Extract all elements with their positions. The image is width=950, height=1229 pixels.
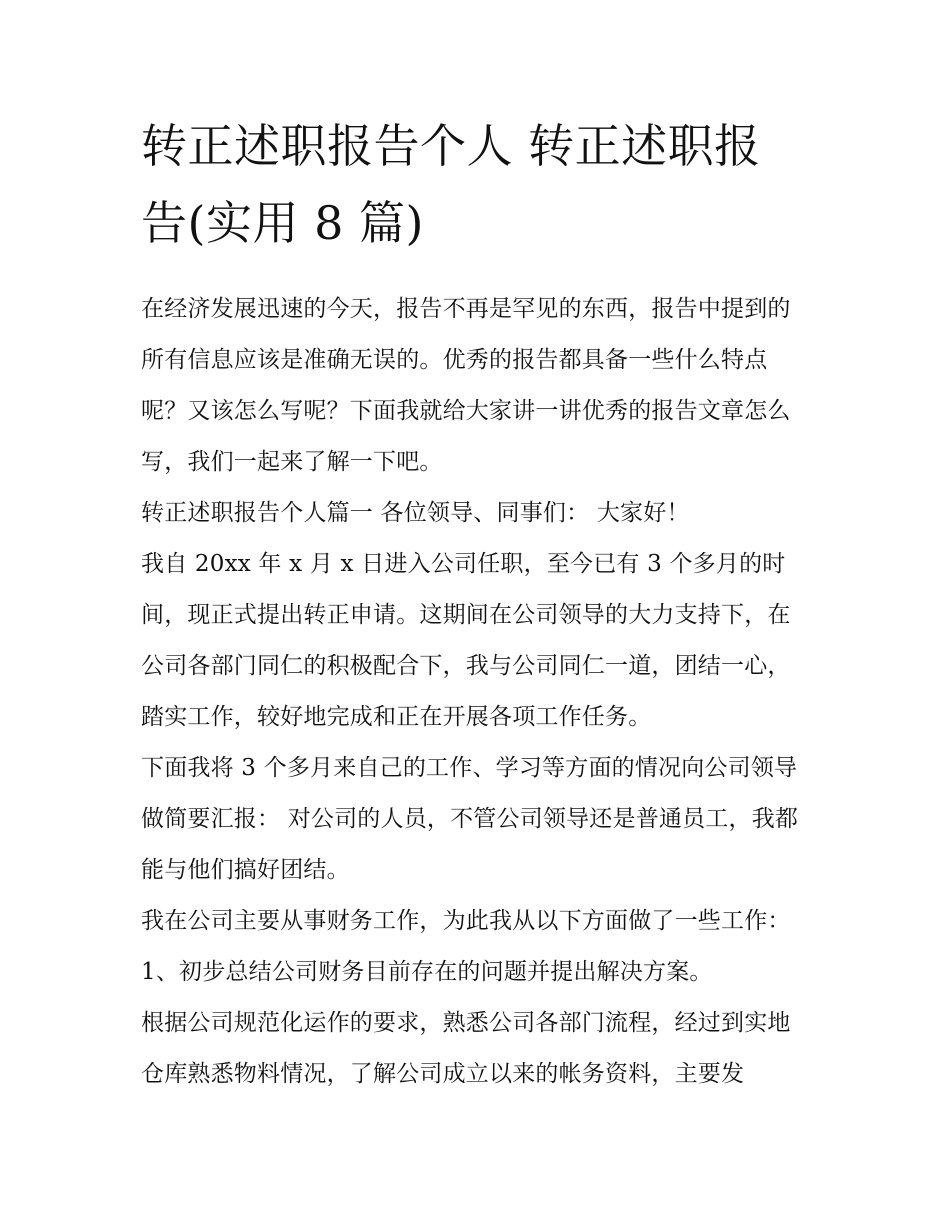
paragraph-summary: 下面我将 3 个多月来自己的工作、学习等方面的情况向公司领导做简要汇报： 对公司的人员，不管公司领导还是普通员工，我都能与他们搞好团结。 xyxy=(141,755,799,883)
paragraph-finance-work: 我在公司主要从事财务工作，为此我从以下方面做了一些工作： 1、初步总结公司财务目前存在的问题并提出解决方案。 xyxy=(141,908,791,985)
paragraph-tenure: 我自 20xx 年 x 月 x 日进入公司任职，至今已有 3 个多月的时间，现正式提出转正申请。这期间在公司领导的大力支持下，在公司各部门同仁的积极配合下，我与公司同仁一道，团结一心，踏实工作，较好地完成和正在开展各项工作任务。 xyxy=(141,551,791,730)
document-title xyxy=(141,108,813,262)
document-page xyxy=(141,108,813,1100)
paragraph-process: 根据公司规范化运作的要求，熟悉公司各部门流程，经过到实地仓库熟悉物料情况，了解公司成立以来的帐务资料，主要发 xyxy=(141,1010,791,1087)
document-body xyxy=(141,284,813,1100)
paragraph-intro: 在经济发展迅速的今天，报告不再是罕见的东西，报告中提到的所有信息应该是准确无误的。优秀的报告都具备一些什么特点呢？又该怎么写呢？下面我就给大家讲一讲优秀的报告文章怎么写，我们一起来了解一下吧。 xyxy=(141,296,791,475)
title-line-1: 转正述职报告个人 转正述职报 xyxy=(141,119,761,173)
paragraph-greeting: 转正述职报告个人篇一 各位领导、同事们： 大家好！ xyxy=(141,500,690,526)
title-line-2: 告(实用 8 篇) xyxy=(141,196,424,250)
